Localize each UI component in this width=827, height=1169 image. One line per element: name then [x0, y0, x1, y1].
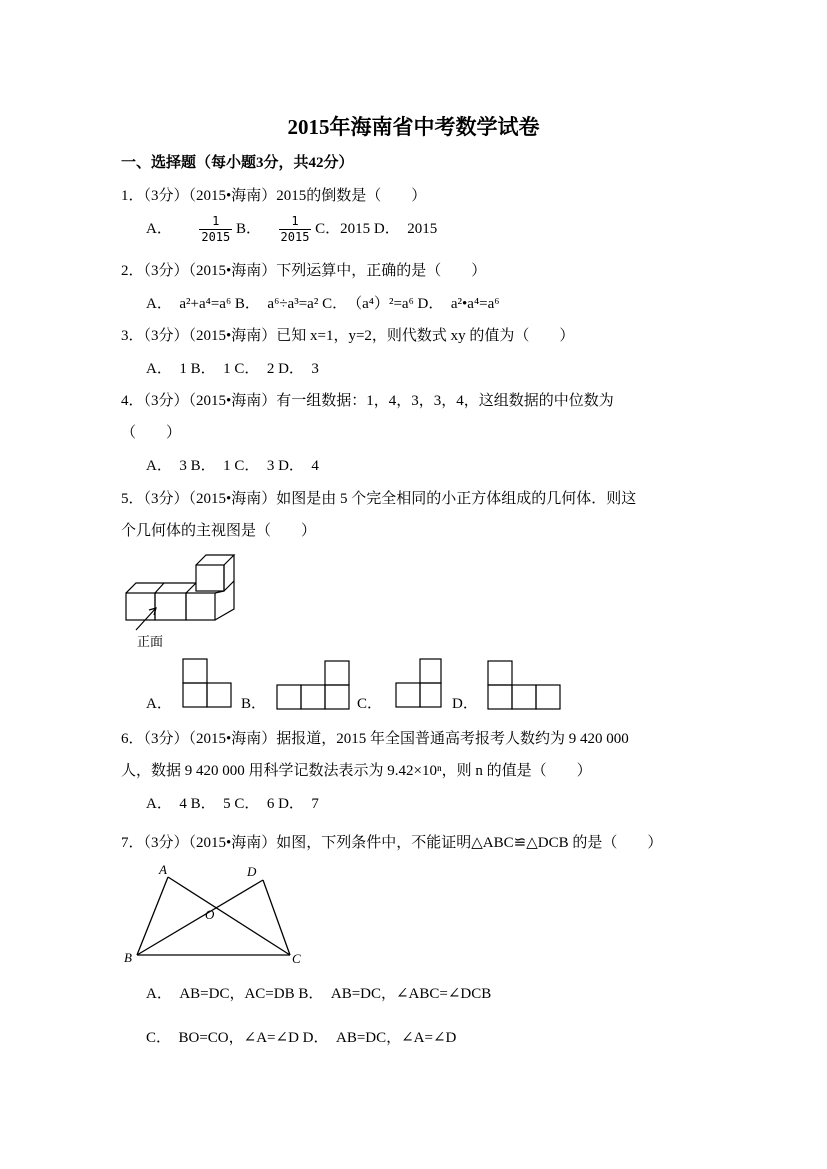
fraction-denominator: 2015: [280, 230, 310, 244]
question-3-options: A． 1 B． 1 C． 2 D． 3: [146, 361, 319, 377]
option-d-label: D．: [452, 696, 478, 712]
question-7-stem: 7．（3分）（2015•海南）如图，下列条件中，不能证明△ABC≌△DCB 的是（ ）: [121, 835, 663, 851]
question-2-stem: 2．（3分）（2015•海南）下列运算中，正确的是（ ）: [121, 263, 487, 279]
question-3-stem: 3．（3分）（2015•海南）已知 x=1，y=2，则代数式 xy 的值为（ ）: [121, 328, 575, 344]
point-c-label: C: [292, 951, 301, 966]
option-c-label: C．: [357, 696, 383, 712]
question-6-stem: 6．（3分）（2015•海南）据报道，2015 年全国普通高考报考人数约为 9 420 000: [121, 731, 629, 747]
fraction-numerator: 1: [279, 214, 312, 230]
triangle-figure: [120, 858, 320, 968]
option-c-figure: [395, 658, 447, 708]
option-b-label: B．: [241, 696, 267, 712]
option-d-figure: [487, 660, 563, 710]
question-4-stem: 4．（3分）（2015•海南）有一组数据：1，4，3，3，4，这组数据的中位数为: [121, 393, 614, 409]
front-view-label: 正面: [137, 634, 164, 649]
option-a-figure: [182, 658, 234, 708]
fraction-numerator: 1: [199, 214, 232, 230]
question-5-stem-cont: 个几何体的主视图是（ ）: [121, 523, 317, 539]
page-title: 2015年海南省中考数学试卷: [287, 115, 540, 139]
question-4-stem-cont: （ ）: [121, 425, 182, 441]
section-heading: 一、选择题（每小题3分，共42分）: [121, 155, 354, 171]
question-6-stem-cont: 人，数据 9 420 000 用科学记数法表示为 9.42×10ⁿ，则 n 的值是（ ）: [121, 763, 592, 779]
option-b-fraction: [279, 214, 312, 245]
point-b-label: B: [124, 950, 132, 965]
question-4-options: A． 3 B． 1 C． 3 D． 4: [146, 458, 319, 474]
point-o-label: O: [205, 907, 215, 922]
question-6-options: A． 4 B． 5 C． 6 D． 7: [146, 796, 319, 812]
question-1-options: [146, 214, 437, 245]
option-b-figure: [276, 660, 352, 710]
fraction-denominator: 2015: [201, 230, 231, 244]
question-1-stem: 1．（3分）（2015•海南）2015的倒数是（ ）: [121, 188, 427, 204]
option-a-prefix: A．: [146, 220, 172, 237]
question-5-stem: 5．（3分）（2015•海南）如图是由 5 个完全相同的小正方体组成的几何体．则这: [121, 491, 637, 507]
question-7-options-cd: C． BO=CO，∠A=∠D D． AB=DC，∠A=∠D: [146, 1030, 457, 1046]
question-7-options-ab: A． AB=DC，AC=DB B． AB=DC，∠ABC=∠DCB: [146, 986, 492, 1002]
point-a-label: A: [159, 862, 167, 877]
option-b-prefix: B．: [236, 220, 262, 237]
question-2-options: A． a²+a⁴=a⁶ B． a⁶÷a³=a² C． （a⁴）²=a⁶ D． a²•a⁴=a⁶: [146, 296, 500, 312]
point-d-label: D: [247, 864, 257, 879]
option-rest: C．2015 D． 2015: [315, 220, 438, 237]
option-a-label: A．: [146, 696, 172, 712]
option-a-fraction: [199, 214, 232, 245]
